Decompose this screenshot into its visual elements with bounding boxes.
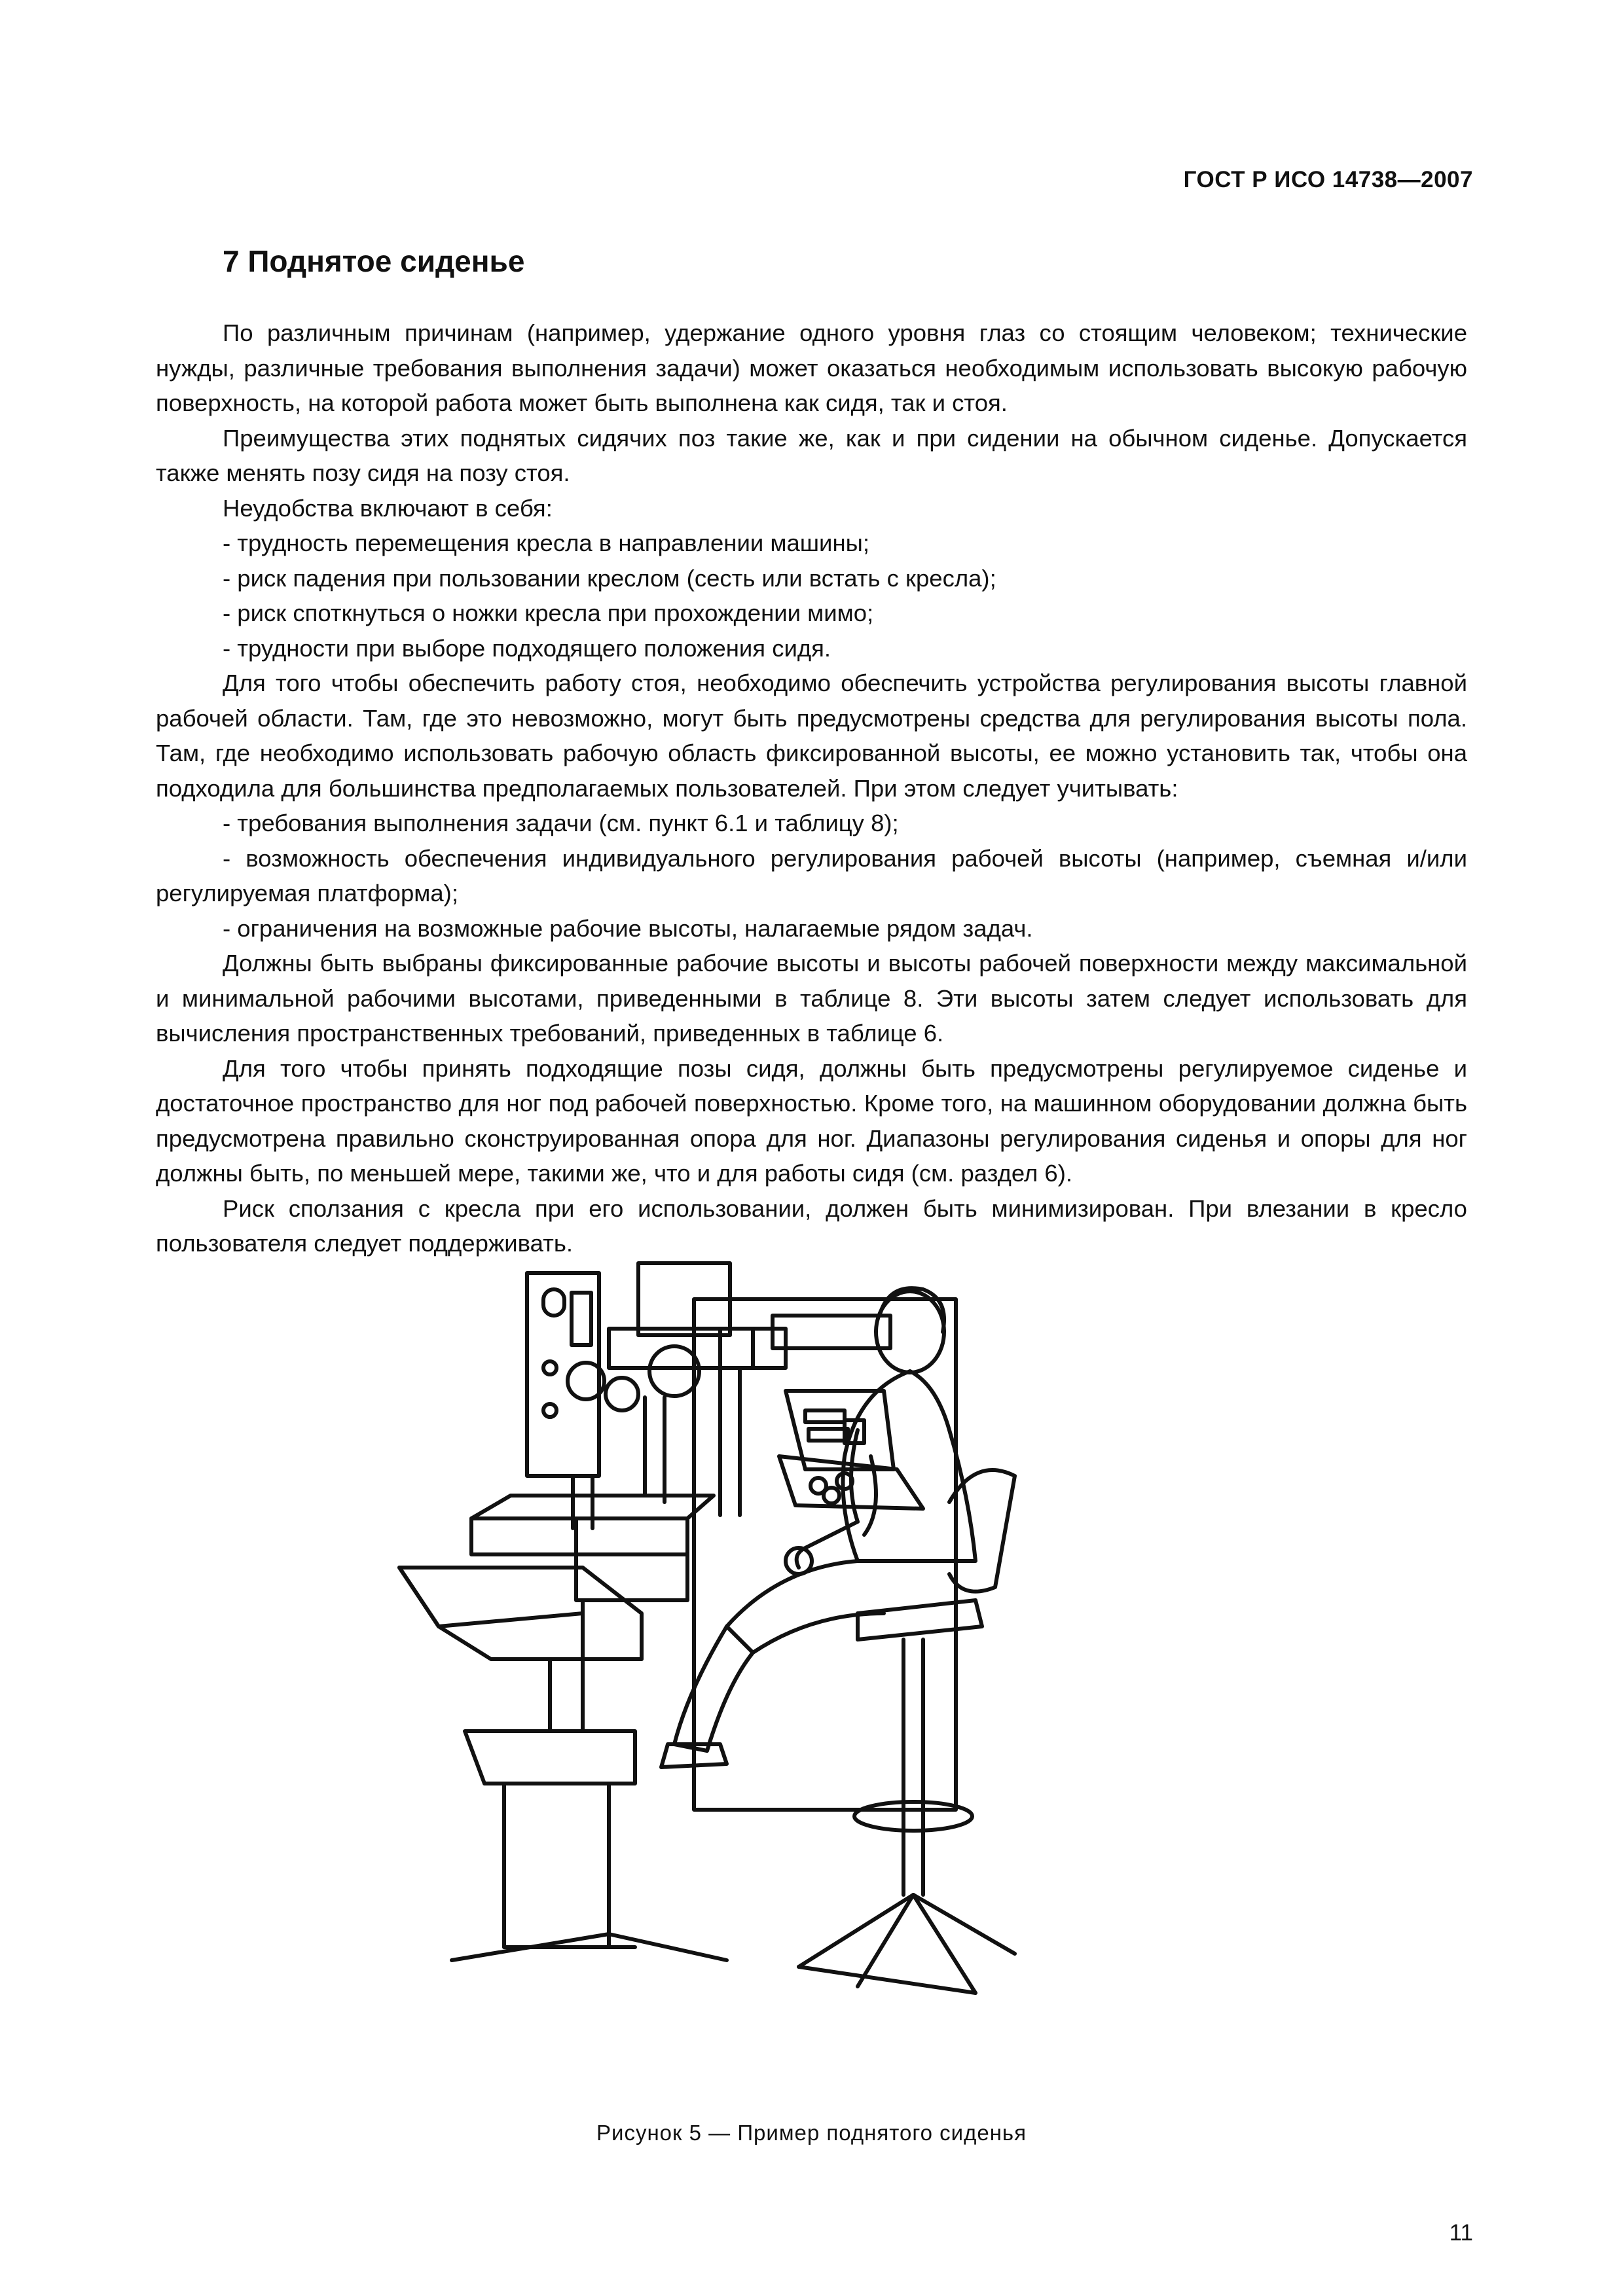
paragraph: Риск сползания с кресла при его использовании, должен быть минимизирован. При влезании в кресло пользователя следует поддерживать. — [156, 1194, 1467, 1257]
list-item: - трудности при выборе подходящего положения сидя. — [223, 634, 831, 662]
figure-caption: Рисунок 5 — Пример поднятого сиденья — [596, 2121, 1027, 2145]
body-text — [156, 315, 1467, 1261]
list-item: - риск падения при пользовании креслом (сесть или встать с кресла); — [223, 564, 996, 592]
list-item: - требования выполнения задачи (см. пункт 6.1 и таблицу 8); — [223, 810, 899, 836]
section-title: 7 Поднятое сиденье — [223, 244, 525, 278]
list-item: - риск споткнуться о ножки кресла при прохождении мимо; — [223, 600, 874, 626]
paragraph: Для того чтобы обеспечить работу стоя, необходимо обеспечить устройства регулирования высоты главной рабочей области. Там, где это невозможно, могут быть предусмотрены средства для регулирования высоты пола. Там, где необходимо использовать рабочую область фиксированной высоты, ее можно установить так, чтобы она подходила для большинства предполагаемых пользователей. При этом следует учитывать: — [156, 670, 1467, 802]
raised-seat-illustration — [386, 1260, 1080, 2108]
list-item: - ограничения на возможные рабочие высоты, налагаемые рядом задач. — [223, 914, 1033, 942]
list-item: - возможность обеспечения индивидуального регулирования рабочей высоты (например, съемная и/или регулируемая платформа); — [156, 844, 1467, 906]
standard-code: ГОСТ Р ИСО 14738—2007 — [1183, 167, 1473, 192]
paragraph: Неудобства включают в себя: — [223, 494, 553, 522]
page-number: 11 — [1449, 2220, 1473, 2246]
paragraph: Преимущества этих поднятых сидячих поз такие же, как и при сидении на обычном сиденье. Допускается также менять позу сидя на позу стоя. — [156, 424, 1467, 486]
paragraph: По различным причинам (например, удержание одного уровня глаз со стоящим человеком; технические нужды, различные требования выполнения задачи) может оказаться необходимым использовать высокую рабочую поверхность, на которой работа может быть выполнена как сидя, так и стоя. — [156, 319, 1467, 416]
paragraph: Должны быть выбраны фиксированные рабочие высоты и высоты рабочей поверхности между максимальной и минимальной рабочими высотами, приведенными в таблице 8. Эти высоты затем следует использовать для вычисления пространственных требований, приведенных в таблице 6. — [156, 950, 1467, 1047]
paragraph: Для того чтобы принять подходящие позы сидя, должны быть предусмотрены регулируемое сиденье и достаточное пространство для ног под рабочей поверхностью. Кроме того, на машинном оборудовании должна быть предусмотрена правильно сконструированная опора для ног. Диапазоны регулирования сиденья и опоры для ног должны быть, по меньшей мере, такими же, что и для работы сидя (см. раздел 6). — [156, 1054, 1467, 1187]
list-item: - трудность перемещения кресла в направлении машины; — [223, 529, 869, 556]
